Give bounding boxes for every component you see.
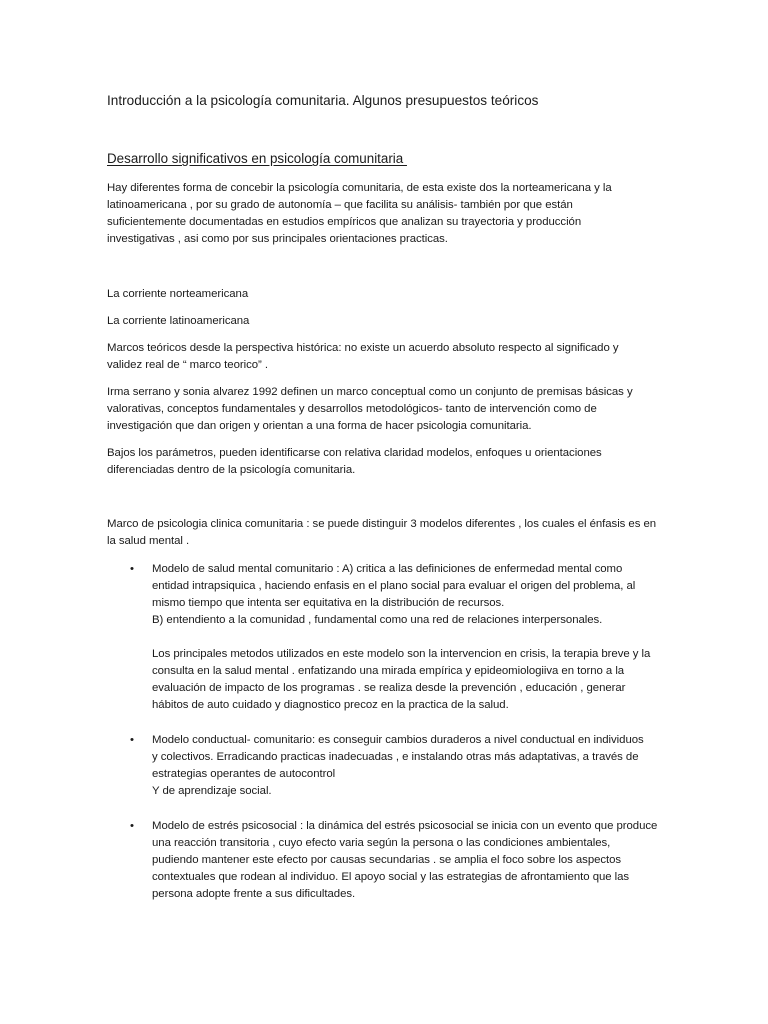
- paragraph-marco-clinica-comunitaria: Marco de psicologia clinica comunitaria : se puede distinguir 3 modelos diferentes , los cuales el énfasis es en la salud mental .: [107, 518, 657, 547]
- paragraph-corriente-norteamericana: La corriente norteamericana: [107, 288, 249, 300]
- bullet-icon: •: [130, 820, 134, 832]
- bullet-icon: •: [130, 734, 134, 746]
- list-item-text: Modelo de estrés psicosocial : la dinámica del estrés psicosocial se inicia con un evento que produce una reacción transitoria , cuyo efecto varia según la persona o las condiciones ambientales, pudiendo mantener este efecto por causas secundarias . se amplia el foco sobre los aspectos contextuales que rodean al individuo. El apoyo social y las estrategias de afrontamiento que las persona adopte frente a sus dificultades.: [152, 820, 658, 900]
- section-heading: Desarrollo significativos en psicología comunitaria: [107, 151, 407, 166]
- list-item-text: Modelo de salud mental comunitario : A) critica a las definiciones de enfermedad mental como entidad intrapsiquica , haciendo enfasis en el plano social para evaluar el origen del problema, al mismo tiempo que intenta ser equitativa en la distribución de recursos. B) entendiento a la comunidad , fundamental como una red de relaciones interpersonales. Los principales metodos utilizados en este modelo son la intervencion en crisis, la terapia breve y la consulta en la salud mental . enfatizando una mirada empírica y epideomiologiiva en torno a la evaluación de impacto de los programas . se realiza desde la prevención , educación , generar hábitos de auto cuidado y diagnostico precoz en la practica de la salud.: [152, 563, 651, 711]
- paragraph-corriente-latinoamericana: La corriente latinoamericana: [107, 315, 250, 327]
- bullet-icon: •: [130, 563, 134, 575]
- document-title: Introducción a la psicología comunitaria. Algunos presupuestos teóricos: [107, 93, 539, 108]
- list-item-text: Modelo conductual- comunitario: es conseguir cambios duraderos a nivel conductual en individuos y colectivos. Erradicando practicas inadecuadas , e instalando otras más adaptativas, a través de estrategias operantes de autocontrol Y de aprendizaje social.: [152, 734, 644, 797]
- paragraph-marco-conceptual: Irma serrano y sonia alvarez 1992 definen un marco conceptual como un conjunto de premisas básicas y valorativas, conceptos fundamentales y desarrollos metodológicos- tanto de intervención como de investigación que dan origen y orientan a una forma de hacer psicologia comunitaria.: [107, 386, 633, 432]
- paragraph-parametros: Bajos los parámetros, pueden identificarse con relativa claridad modelos, enfoques u orientaciones diferenciadas dentro de la psicología comunitaria.: [107, 447, 602, 476]
- intro-paragraph: Hay diferentes forma de concebir la psicología comunitaria, de esta existe dos la norteamericana y la latinoamericana , por su grado de autonomía – que facilita su análisis- también por que están suficientemente documentadas en estudios empíricos que analizan su trayectoria y producción investigativas , asi como por sus principales orientaciones practicas.: [107, 182, 612, 245]
- paragraph-marcos-teoricos: Marcos teóricos desde la perspectiva histórica: no existe un acuerdo absoluto respecto al significado y validez real de “ marco teorico” .: [107, 342, 619, 371]
